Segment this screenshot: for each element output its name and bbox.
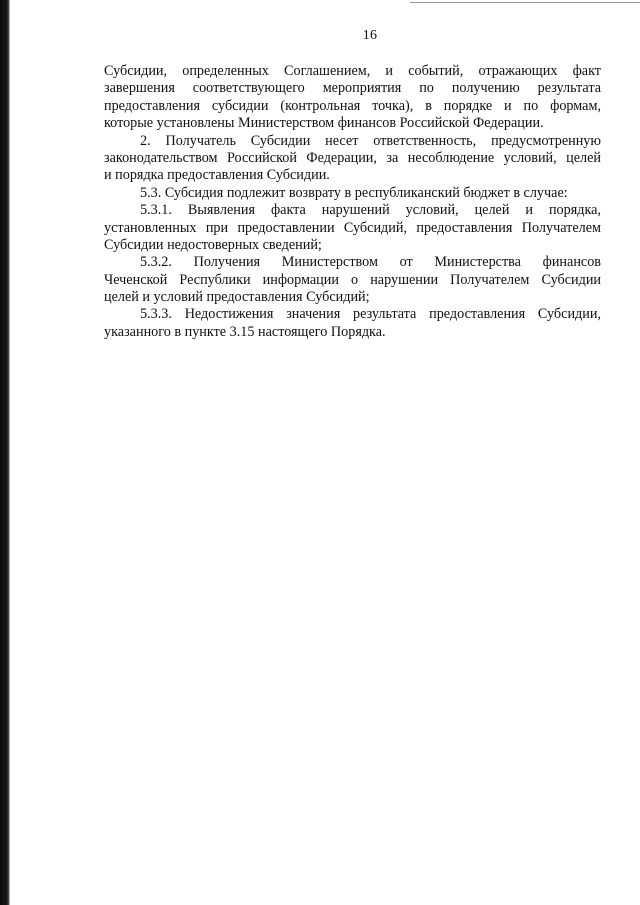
text-line: Субсидии, определенных Соглашением, и событий, отражающих факт (104, 63, 601, 79)
text-line: Чеченской Республики информации о нарушении Получателем Субсидии (104, 271, 601, 288)
text-line: завершения соответствующего мероприятия по получению результата (104, 80, 601, 97)
page-number: 16 (362, 28, 378, 43)
text-line: указанного в пункте 3.15 настоящего Порядка. (104, 323, 386, 340)
scan-edge-shadow (0, 0, 10, 905)
paragraph-5-3-3 (104, 306, 601, 341)
text-line: 5.3.3. Недостижения значения результата предоставления Субсидии, (140, 306, 601, 323)
text-line: 2. Получатель Субсидии несет ответственность, предусмотренную (140, 132, 601, 149)
paragraph-5-3-2 (104, 254, 601, 306)
text-line: целей и условий предоставления Субсидий; (104, 289, 370, 306)
text-line: 5.3.2. Получения Министерством от Министерства финансов (140, 254, 601, 271)
paragraph-subsidy-events (104, 63, 601, 133)
paragraph-5-3-1 (104, 202, 601, 254)
text-line: 5.3. Субсидия подлежит возврату в республиканский бюджет в случае: (140, 184, 568, 201)
paragraph-recipient-responsibility (104, 133, 601, 185)
text-line: предоставления субсидии (контрольная точка), в порядке и по формам, (104, 97, 601, 114)
text-line: и порядка предоставления Субсидии. (104, 167, 330, 184)
text-line: 5.3.1. Выявления факта нарушений условий, целей и порядка, (140, 202, 601, 219)
text-line: установленных при предоставлении Субсидий, предоставления Получателем (104, 219, 601, 236)
scan-top-line (410, 2, 640, 3)
text-line: которые установлены Министерством финансов Российской Федерации. (104, 115, 544, 132)
text-line: Субсидии недостоверных сведений; (104, 236, 322, 253)
text-line: законодательством Российской Федерации, за несоблюдение условий, целей (104, 149, 601, 166)
document-body (104, 63, 601, 341)
paragraph-5-3 (104, 185, 601, 202)
